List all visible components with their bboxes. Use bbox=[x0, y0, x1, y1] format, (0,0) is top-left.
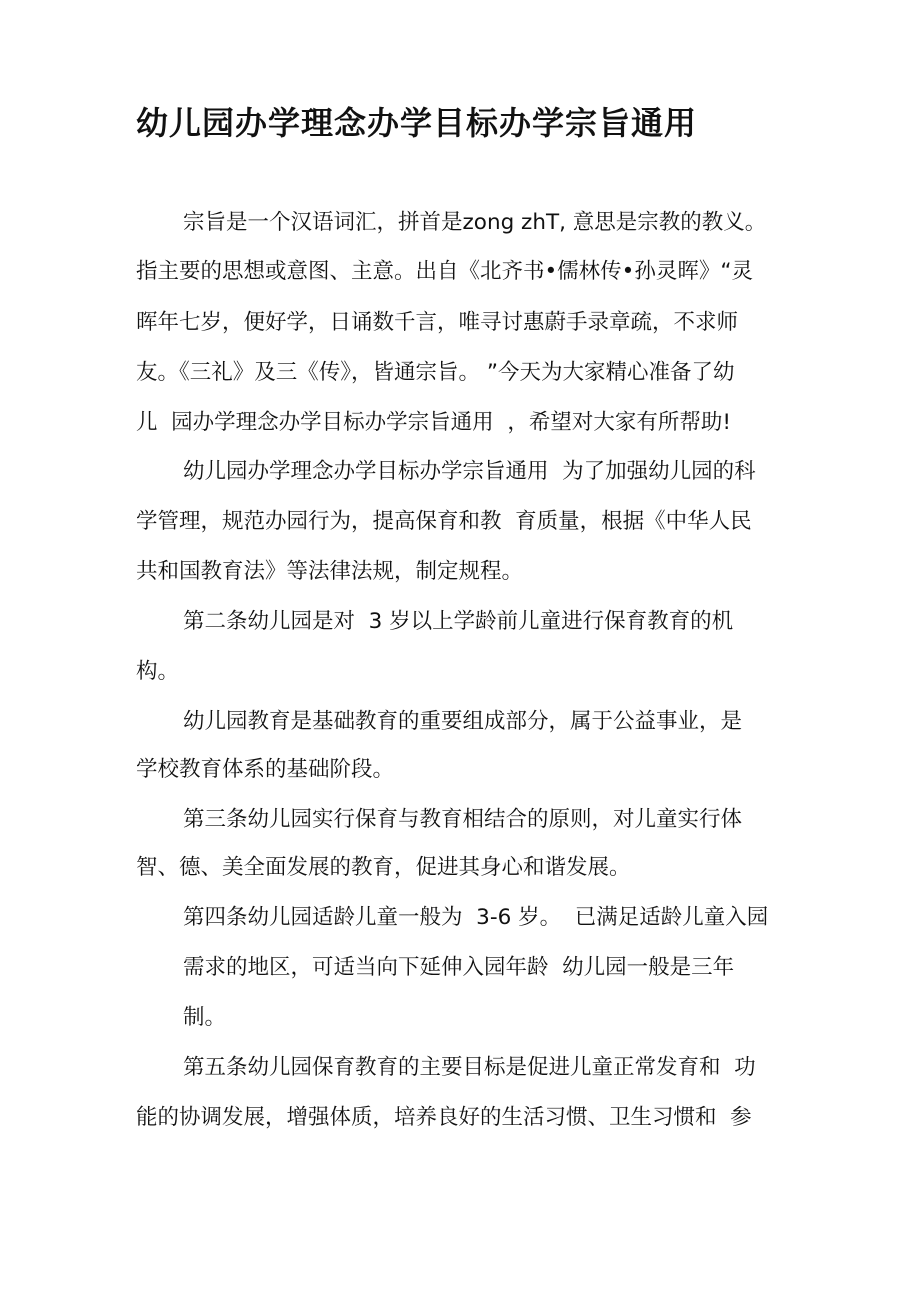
text-line: 儿 园办学理念办学目标办学宗旨通用 ，希望对大家有所帮助! bbox=[136, 410, 731, 435]
text-line: 需求的地区，可适当向下延伸入园年龄 幼儿园一般是三年 bbox=[183, 955, 735, 980]
document-title: 幼儿园办学理念办学目标办学宗旨通用 bbox=[136, 104, 698, 142]
text-line: 学管理，规范办园行为，提高保育和教 育质量，根据《中华人民 bbox=[136, 509, 752, 534]
text-line: 晖年七岁，便好学，日诵数千言，唯寻讨惠蔚手录章疏，不求师 bbox=[136, 310, 739, 335]
text-line: 幼儿园办学理念办学目标办学宗旨通用 为了加强幼儿园的科 bbox=[183, 459, 756, 484]
text-line: 友。《三礼》及三《传》，皆通宗旨。 ”今天为大家精心准备了幼 bbox=[136, 360, 735, 385]
text-line: 共和国教育法》等法律法规，制定规程。 bbox=[136, 559, 524, 584]
text-line: 学校教育体系的基础阶段。 bbox=[136, 757, 395, 782]
text-line: 智、德、美全面发展的教育，促进其身心和谐发展。 bbox=[136, 855, 631, 880]
text-line: 第四条幼儿园适龄儿童一般为 3-6 岁。 已满足适龄儿童入园 bbox=[183, 905, 769, 930]
text-line: 第五条幼儿园保育教育的主要目标是促进儿童正常发育和 功 bbox=[183, 1055, 756, 1080]
text-line: 宗旨是一个汉语词汇，拼首是zong zhT, 意思是宗教的教义。 bbox=[183, 210, 767, 235]
text-line: 指主要的思想或意图、主意。出自《北齐书•儒林传•孙灵晖》“灵 bbox=[136, 259, 754, 284]
text-line: 构。 bbox=[136, 659, 180, 684]
text-line: 幼儿园教育是基础教育的重要组成部分，属于公益事业，是 bbox=[183, 709, 743, 734]
text-line: 能的协调发展，增强体质，培养良好的生活习惯、卫生习惯和 参 bbox=[136, 1105, 752, 1130]
text-line: 第三条幼儿园实行保育与教育相结合的原则，对儿童实行体 bbox=[183, 807, 743, 832]
text-line: 制。 bbox=[183, 1005, 227, 1030]
text-line: 第二条幼儿园是对 3 岁以上学龄前儿童进行保育教育的机 bbox=[183, 609, 734, 634]
